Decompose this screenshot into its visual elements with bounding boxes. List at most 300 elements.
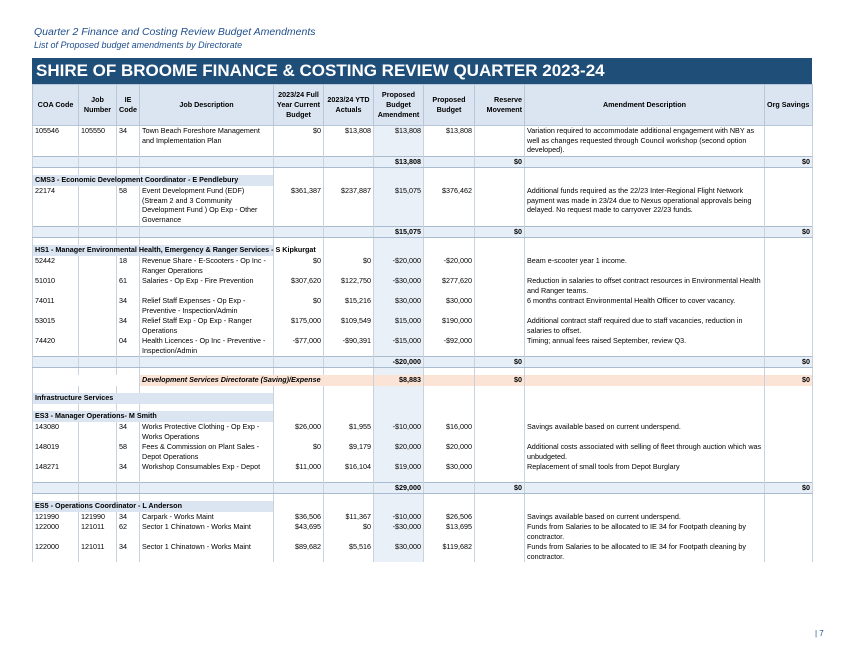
table-header-row: [33, 85, 813, 126]
col-header: Proposed Budget Amendment: [374, 85, 424, 126]
table-cell: $30,000: [374, 542, 424, 562]
subtotal-cell: [33, 357, 79, 368]
empty-cell: [525, 175, 765, 186]
empty-cell: [274, 501, 324, 512]
table-cell: 74011: [33, 296, 79, 316]
table-cell: [475, 442, 525, 462]
subtotal-cell: [324, 227, 374, 238]
subtotal-cell: [274, 227, 324, 238]
col-header: Amendment Description: [525, 85, 765, 126]
table-row: [33, 422, 813, 442]
table-cell: $277,620: [424, 276, 475, 296]
subtotal-cell: [324, 157, 374, 168]
empty-cell: [274, 494, 324, 502]
empty-cell: [374, 168, 424, 176]
empty-cell: [274, 404, 324, 411]
subtotal-cell: $0: [765, 483, 813, 494]
empty-cell: [424, 245, 475, 256]
table-cell: Sector 1 Chinatown - Works Maint: [140, 542, 274, 562]
table-cell: [765, 522, 813, 542]
table-cell: -$90,391: [324, 336, 374, 357]
table-cell: [79, 256, 117, 276]
subtotal-cell: [117, 157, 140, 168]
subtotal-cell: [525, 483, 765, 494]
table-row: [33, 276, 813, 296]
spacer-row: [33, 168, 813, 176]
empty-cell: [140, 238, 274, 246]
table-cell: 148271: [33, 462, 79, 483]
table-cell: Funds from Salaries to be allocated to IE 34 for Footpath cleaning by conctractor.: [525, 522, 765, 542]
table-cell: [765, 316, 813, 336]
empty-cell: [475, 168, 525, 176]
table-cell: Savings available based on current underspend.: [525, 422, 765, 442]
subtotal-cell: [140, 157, 274, 168]
subtotal-cell: [140, 483, 274, 494]
subtotal-cell: [274, 157, 324, 168]
table-cell: [475, 316, 525, 336]
table-cell: 58: [117, 186, 140, 227]
empty-cell: [117, 494, 140, 502]
empty-cell: [765, 238, 813, 246]
table-cell: -$15,000: [374, 336, 424, 357]
table-cell: $30,000: [424, 296, 475, 316]
empty-cell: [117, 168, 140, 176]
table-cell: 122000: [33, 542, 79, 562]
table-cell: [79, 462, 117, 483]
table-cell: [475, 512, 525, 522]
empty-cell: [475, 238, 525, 246]
table-cell: $13,808: [324, 126, 374, 157]
table-cell: [475, 126, 525, 157]
empty-cell: [274, 168, 324, 176]
table-cell: [765, 462, 813, 483]
empty-cell: [374, 368, 424, 376]
empty-cell: [424, 411, 475, 422]
table-cell: [475, 276, 525, 296]
empty-cell: [525, 411, 765, 422]
col-header: Reserve Movement: [475, 85, 525, 126]
section-heading: HS1 - Manager Environmental Health, Emergency & Ranger Services - S Kipkurgat: [33, 245, 274, 256]
table-cell: Replacement of small tools from Depot Burglary: [525, 462, 765, 483]
table-cell: [765, 126, 813, 157]
empty-cell: [79, 238, 117, 246]
empty-cell: [424, 501, 475, 512]
table-cell: [765, 296, 813, 316]
table-cell: -$10,000: [374, 512, 424, 522]
table-row: [33, 186, 813, 227]
empty-cell: [424, 168, 475, 176]
subtotal-cell: [140, 357, 274, 368]
empty-cell: [33, 494, 79, 502]
table-cell: $0: [324, 522, 374, 542]
section-heading: ES3 - Manager Operations- M Smith: [33, 411, 274, 422]
directorate-label: Development Services Directorate (Saving)/Expense: [140, 375, 374, 386]
spacer-row: [33, 494, 813, 502]
table-cell: [475, 186, 525, 227]
table-cell: $30,000: [374, 296, 424, 316]
subtotal-cell: [525, 227, 765, 238]
document-title: Quarter 2 Finance and Costing Review Budget Amendments: [34, 26, 316, 38]
table-row: [33, 336, 813, 357]
table-cell: 18: [117, 256, 140, 276]
table-cell: $89,682: [274, 542, 324, 562]
empty-cell: [324, 393, 374, 404]
subtotal-cell: [117, 227, 140, 238]
empty-cell: [274, 411, 324, 422]
table-cell: 74420: [33, 336, 79, 357]
table-cell: Workshop Consumables Exp - Depot: [140, 462, 274, 483]
subtotal-cell: [424, 483, 475, 494]
table-body: [33, 126, 813, 563]
table-cell: 34: [117, 512, 140, 522]
table-cell: $0: [274, 256, 324, 276]
table-cell: 62: [117, 522, 140, 542]
empty-cell: [324, 386, 374, 393]
subtotal-cell: [424, 227, 475, 238]
empty-cell: [525, 368, 765, 376]
table-cell: Event Development Fund (EDF) (Stream 2 and 3 Community Development Fund ) Op Exp - Other Governance: [140, 186, 274, 227]
empty-cell: [324, 404, 374, 411]
empty-cell: [274, 238, 324, 246]
table-cell: [475, 336, 525, 357]
section-heading-row: [33, 393, 813, 404]
table-cell: Reduction in salaries to offset contract resources in Environmental Health and Ranger teams.: [525, 276, 765, 296]
budget-amendments-table: [32, 84, 813, 562]
empty-cell: [274, 368, 324, 376]
empty-cell: [274, 175, 324, 186]
table-cell: $0: [274, 442, 324, 462]
table-cell: 34: [117, 462, 140, 483]
table-cell: $13,808: [424, 126, 475, 157]
table-cell: -$20,000: [424, 256, 475, 276]
table-cell: $36,506: [274, 512, 324, 522]
empty-cell: [140, 494, 274, 502]
table-row: [33, 462, 813, 483]
col-header: Org Savings: [765, 85, 813, 126]
directorate-amendment-total: $8,883: [374, 375, 424, 386]
empty-cell: [324, 168, 374, 176]
table-cell: [765, 336, 813, 357]
table-cell: 34: [117, 316, 140, 336]
empty-cell: [79, 404, 117, 411]
empty-cell: [765, 393, 813, 404]
table-cell: 34: [117, 422, 140, 442]
table-cell: $15,000: [374, 316, 424, 336]
empty-cell: [117, 404, 140, 411]
empty-cell: [765, 175, 813, 186]
table-cell: $361,387: [274, 186, 324, 227]
table-cell: Health Licences - Op Inc - Preventive - Inspection/Admin: [140, 336, 274, 357]
table-cell: $20,000: [424, 442, 475, 462]
empty-cell: [765, 168, 813, 176]
table-cell: $11,367: [324, 512, 374, 522]
section-heading-row: [33, 501, 813, 512]
table-cell: [475, 256, 525, 276]
empty-cell: [424, 393, 475, 404]
table-cell: $30,000: [424, 462, 475, 483]
table-cell: $26,506: [424, 512, 475, 522]
empty-cell: [140, 386, 274, 393]
empty-cell: [324, 501, 374, 512]
table-row: [33, 522, 813, 542]
table-cell: $15,216: [324, 296, 374, 316]
table-cell: [765, 256, 813, 276]
table-cell: Fees & Commission on Plant Sales - Depot Operations: [140, 442, 274, 462]
table-cell: [79, 296, 117, 316]
table-cell: 22174: [33, 186, 79, 227]
table-cell: Salaries - Op Exp - Fire Prevention: [140, 276, 274, 296]
table-cell: Sector 1 Chinatown - Works Maint: [140, 522, 274, 542]
empty-cell: [525, 501, 765, 512]
empty-cell: [324, 494, 374, 502]
empty-cell: [475, 404, 525, 411]
empty-cell: [374, 404, 424, 411]
table-cell: $26,000: [274, 422, 324, 442]
empty-cell: [117, 386, 140, 393]
subtotal-row: [33, 483, 813, 494]
empty-cell: [33, 168, 79, 176]
table-cell: [765, 276, 813, 296]
table-cell: $43,695: [274, 522, 324, 542]
spacer-row: [33, 386, 813, 393]
subtotal-cell: $0: [765, 357, 813, 368]
table-row: [33, 512, 813, 522]
table-cell: 122000: [33, 522, 79, 542]
table-cell: [475, 422, 525, 442]
subtotal-cell: [79, 357, 117, 368]
col-header: Job Number: [79, 85, 117, 126]
subtotal-cell: $15,075: [374, 227, 424, 238]
empty-cell: [765, 404, 813, 411]
section-heading: CMS3 - Economic Development Coordinator - E Pendlebury: [33, 175, 274, 186]
subtotal-cell: $0: [475, 227, 525, 238]
table-cell: 6 months contract Environmental Health Officer to cover vacancy.: [525, 296, 765, 316]
subtotal-cell: [525, 357, 765, 368]
subtotal-cell: [324, 357, 374, 368]
empty-cell: [475, 494, 525, 502]
subtotal-cell: $0: [765, 157, 813, 168]
empty-cell: [475, 386, 525, 393]
table-cell: [79, 336, 117, 357]
table-cell: $13,808: [374, 126, 424, 157]
table-cell: Town Beach Foreshore Management and Implementation Plan: [140, 126, 274, 157]
table-cell: $1,955: [324, 422, 374, 442]
subtotal-cell: [33, 483, 79, 494]
empty-cell: [374, 411, 424, 422]
table-cell: Carpark - Works Maint: [140, 512, 274, 522]
empty-cell: [475, 411, 525, 422]
table-cell: $190,000: [424, 316, 475, 336]
table-cell: Funds from Salaries to be allocated to IE 34 for Footpath cleaning by conctractor.: [525, 542, 765, 562]
col-header: Job Description: [140, 85, 274, 126]
table-cell: 121990: [33, 512, 79, 522]
empty-cell: [475, 501, 525, 512]
subtotal-cell: -$20,000: [374, 357, 424, 368]
empty-cell: [324, 175, 374, 186]
table-cell: 121011: [79, 542, 117, 562]
empty-cell: [374, 393, 424, 404]
table-cell: Beam e-scooter year 1 income.: [525, 256, 765, 276]
directorate-reserve-total: $0: [475, 375, 525, 386]
table-cell: 34: [117, 296, 140, 316]
table-cell: 105550: [79, 126, 117, 157]
empty-cell: [33, 386, 79, 393]
table-row: [33, 442, 813, 462]
subtotal-cell: $0: [475, 357, 525, 368]
section-heading-row: [33, 411, 813, 422]
table-cell: 34: [117, 542, 140, 562]
section-heading: Infrastructure Services: [33, 393, 274, 404]
subtotal-row: [33, 227, 813, 238]
directorate-total-row: [33, 375, 813, 386]
col-header: IE Code: [117, 85, 140, 126]
spacer-row: [33, 238, 813, 246]
empty-cell: [33, 368, 79, 376]
empty-cell: [374, 501, 424, 512]
table-cell: [765, 442, 813, 462]
empty-cell: [475, 393, 525, 404]
subtotal-cell: [274, 483, 324, 494]
col-header: COA Code: [33, 85, 79, 126]
subtotal-cell: [324, 483, 374, 494]
table-cell: [79, 316, 117, 336]
empty-cell: [324, 245, 374, 256]
subtotal-cell: [424, 357, 475, 368]
table-cell: Works Protective Clothing - Op Exp - Works Operations: [140, 422, 274, 442]
empty-cell: [525, 375, 765, 386]
table-cell: [79, 276, 117, 296]
section-heading: ES5 - Operations Coordinator - L Anderson: [33, 501, 274, 512]
empty-cell: [324, 238, 374, 246]
empty-cell: [33, 404, 79, 411]
table-cell: [765, 542, 813, 562]
empty-cell: [525, 245, 765, 256]
table-cell: $0: [274, 126, 324, 157]
table-cell: $13,695: [424, 522, 475, 542]
section-heading-row: [33, 245, 813, 256]
table-cell: Savings available based on current underspend.: [525, 512, 765, 522]
report-banner: SHIRE OF BROOME FINANCE & COSTING REVIEW QUARTER 2023-24: [32, 58, 812, 84]
col-header: 2023/24 Full Year Current Budget: [274, 85, 324, 126]
spacer-row: [33, 368, 813, 376]
subtotal-cell: $0: [475, 483, 525, 494]
table-cell: -$20,000: [374, 256, 424, 276]
table-cell: -$30,000: [374, 522, 424, 542]
table-cell: Additional contract staff required due to staff vacancies, reduction in salaries to offset.: [525, 316, 765, 336]
empty-cell: [117, 238, 140, 246]
table-cell: -$30,000: [374, 276, 424, 296]
table-cell: 121011: [79, 522, 117, 542]
table-cell: [765, 422, 813, 442]
table-cell: $307,620: [274, 276, 324, 296]
empty-cell: [274, 386, 324, 393]
table-cell: Additional funds required as the 22/23 Inter-Regional Flight Network payment was made in 23/24 due to Nexus operational approvals being delayed. No request made to carryover 22/23 funds.: [525, 186, 765, 227]
page-number: | 7: [815, 629, 824, 638]
empty-cell: [424, 494, 475, 502]
table-cell: [765, 512, 813, 522]
col-header: Proposed Budget: [424, 85, 475, 126]
table-cell: [475, 296, 525, 316]
subtotal-row: [33, 157, 813, 168]
subtotal-cell: [140, 227, 274, 238]
empty-cell: [525, 238, 765, 246]
table-cell: $15,075: [374, 186, 424, 227]
empty-cell: [324, 368, 374, 376]
empty-cell: [374, 245, 424, 256]
subtotal-cell: [525, 157, 765, 168]
subtotal-row: [33, 357, 813, 368]
table-cell: 52442: [33, 256, 79, 276]
subtotal-cell: [33, 157, 79, 168]
empty-cell: [140, 404, 274, 411]
table-cell: $0: [324, 256, 374, 276]
table-cell: Variation required to accommodate additional engagement with NBY as well as changes requested through Council workshop (second option developed).: [525, 126, 765, 157]
subtotal-cell: $0: [475, 157, 525, 168]
table-cell: Relief Staff Expenses - Op Exp - Preventive - Inspection/Admin: [140, 296, 274, 316]
subtotal-cell: [274, 357, 324, 368]
empty-cell: [765, 245, 813, 256]
empty-cell: [525, 404, 765, 411]
spacer-row: [33, 404, 813, 411]
table-cell: [475, 522, 525, 542]
table-row: [33, 542, 813, 562]
table-cell: [765, 186, 813, 227]
directorate-savings-total: $0: [765, 375, 813, 386]
table-cell: $376,462: [424, 186, 475, 227]
empty-cell: [79, 368, 117, 376]
table-row: [33, 296, 813, 316]
table-cell: $237,887: [324, 186, 374, 227]
table-cell: $9,179: [324, 442, 374, 462]
empty-cell: [374, 238, 424, 246]
subtotal-cell: [79, 157, 117, 168]
empty-cell: [324, 411, 374, 422]
table-row: [33, 126, 813, 157]
table-cell: 51010: [33, 276, 79, 296]
table-cell: $19,000: [374, 462, 424, 483]
table-cell: [79, 422, 117, 442]
table-cell: -$10,000: [374, 422, 424, 442]
document-subtitle: List of Proposed budget amendments by Directorate: [34, 40, 243, 50]
empty-cell: [765, 411, 813, 422]
table-cell: $16,000: [424, 422, 475, 442]
empty-cell: [424, 368, 475, 376]
empty-cell: [374, 494, 424, 502]
empty-cell: [765, 386, 813, 393]
subtotal-cell: [117, 357, 140, 368]
empty-cell: [140, 368, 274, 376]
empty-cell: [424, 175, 475, 186]
table-cell: 105546: [33, 126, 79, 157]
table-cell: Additional costs associated with selling of fleet through auction which was unbudgeted.: [525, 442, 765, 462]
empty-cell: [475, 175, 525, 186]
empty-cell: [475, 368, 525, 376]
subtotal-cell: [33, 227, 79, 238]
table-cell: Relief Staff Exp - Op Exp - Ranger Operations: [140, 316, 274, 336]
table-cell: -$77,000: [274, 336, 324, 357]
subtotal-cell: $29,000: [374, 483, 424, 494]
table-cell: 58: [117, 442, 140, 462]
table-cell: [79, 186, 117, 227]
empty-cell: [765, 501, 813, 512]
table-cell: $0: [274, 296, 324, 316]
empty-cell: [765, 494, 813, 502]
table-cell: 04: [117, 336, 140, 357]
table-cell: $16,104: [324, 462, 374, 483]
table-cell: $122,750: [324, 276, 374, 296]
empty-cell: [374, 386, 424, 393]
empty-cell: [424, 404, 475, 411]
